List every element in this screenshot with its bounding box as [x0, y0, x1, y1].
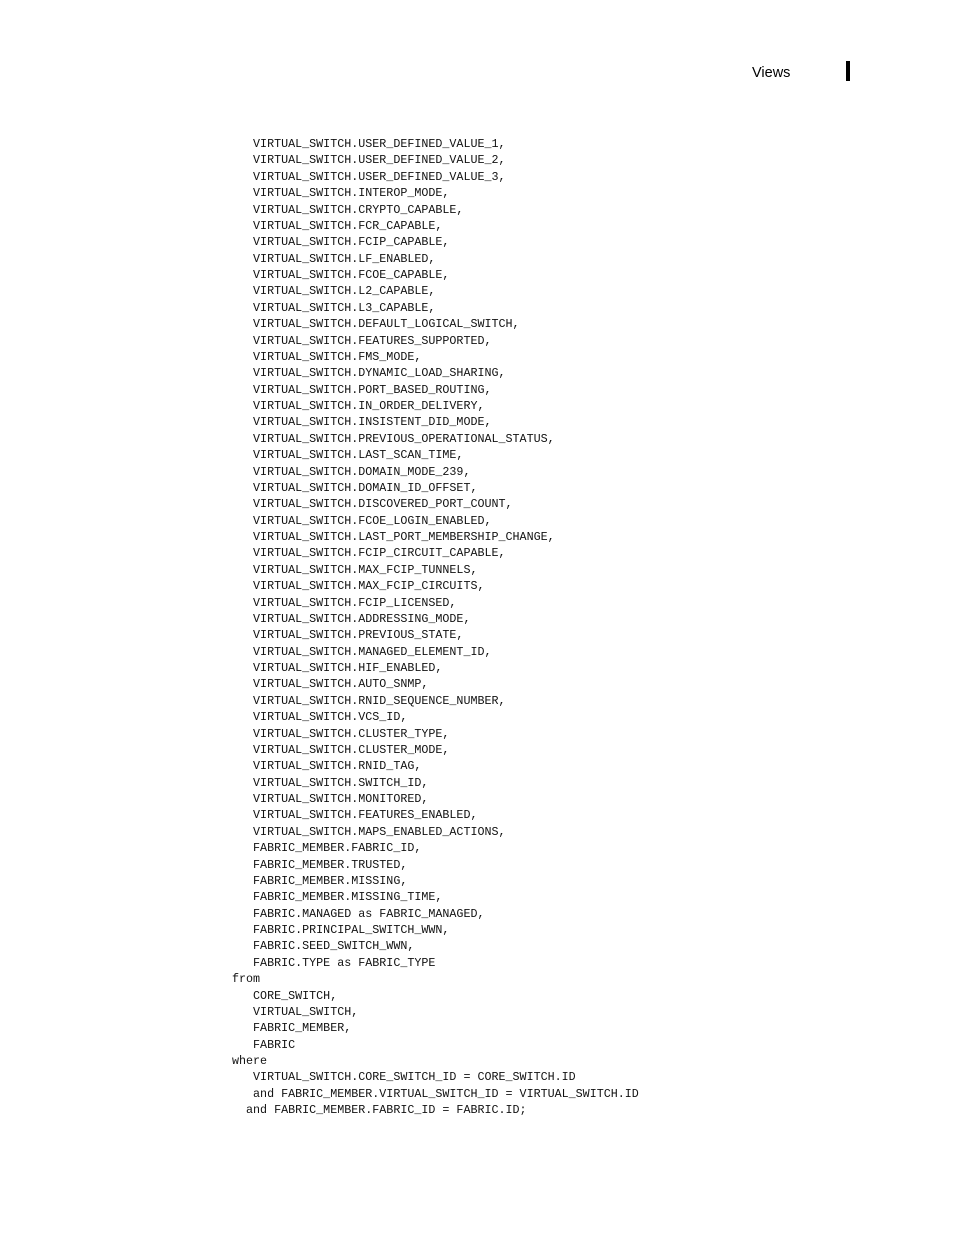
code-line: VIRTUAL_SWITCH.USER_DEFINED_VALUE_1,: [232, 137, 506, 151]
code-line: VIRTUAL_SWITCH.RNID_SEQUENCE_NUMBER,: [232, 693, 506, 708]
code-line: VIRTUAL_SWITCH.VCS_ID,: [232, 710, 408, 725]
code-line: FABRIC_MEMBER.MISSING_TIME,: [232, 890, 443, 905]
code-line: VIRTUAL_SWITCH.L3_CAPABLE,: [232, 300, 436, 315]
code-line: VIRTUAL_SWITCH.RNID_TAG,: [232, 759, 422, 774]
header-bar-marker: [846, 61, 850, 81]
code-line: FABRIC.PRINCIPAL_SWITCH_WWN,: [232, 923, 450, 937]
code-line: VIRTUAL_SWITCH.FCOE_CAPABLE,: [232, 268, 450, 282]
page-header-title: Views: [752, 65, 791, 81]
code-line: VIRTUAL_SWITCH.LAST_PORT_MEMBERSHIP_CHANGE,: [232, 530, 555, 544]
code-line: VIRTUAL_SWITCH.USER_DEFINED_VALUE_3,: [232, 169, 506, 184]
code-line: VIRTUAL_SWITCH.CLUSTER_MODE,: [232, 742, 450, 757]
code-line: VIRTUAL_SWITCH.SWITCH_ID,: [232, 775, 429, 790]
code-line: VIRTUAL_SWITCH.FMS_MODE,: [232, 349, 422, 364]
code-line: VIRTUAL_SWITCH.MAPS_ENABLED_ACTIONS,: [232, 824, 506, 839]
code-line: VIRTUAL_SWITCH.DYNAMIC_LOAD_SHARING,: [232, 366, 506, 381]
code-line: FABRIC_MEMBER.MISSING,: [232, 873, 408, 888]
code-line: VIRTUAL_SWITCH.INTEROP_MODE,: [232, 186, 450, 201]
code-line: VIRTUAL_SWITCH.FEATURES_SUPPORTED,: [232, 333, 492, 348]
code-line: VIRTUAL_SWITCH.AUTO_SNMP,: [232, 677, 429, 692]
code-line: FABRIC: [232, 1037, 296, 1052]
code-line: VIRTUAL_SWITCH.LAST_SCAN_TIME,: [232, 448, 464, 463]
code-line: VIRTUAL_SWITCH.IN_ORDER_DELIVERY,: [232, 399, 485, 413]
code-line: VIRTUAL_SWITCH.CRYPTO_CAPABLE,: [232, 202, 464, 217]
code-line: VIRTUAL_SWITCH.FCIP_CIRCUIT_CAPABLE,: [232, 546, 506, 561]
code-line: VIRTUAL_SWITCH.DEFAULT_LOGICAL_SWITCH,: [232, 317, 520, 332]
code-line: VIRTUAL_SWITCH.HIF_ENABLED,: [232, 661, 443, 675]
code-line: VIRTUAL_SWITCH.USER_DEFINED_VALUE_2,: [232, 153, 506, 168]
code-line: CORE_SWITCH,: [232, 988, 338, 1003]
code-line: and FABRIC_MEMBER.VIRTUAL_SWITCH_ID = VIRTUAL_SWITCH.ID: [232, 1086, 639, 1101]
code-line: VIRTUAL_SWITCH.FCIP_CAPABLE,: [232, 235, 450, 250]
code-line: VIRTUAL_SWITCH.MAX_FCIP_CIRCUITS,: [232, 579, 485, 594]
code-line: FABRIC.SEED_SWITCH_WWN,: [232, 939, 415, 954]
code-line: VIRTUAL_SWITCH.MANAGED_ELEMENT_ID,: [232, 644, 492, 659]
code-line: VIRTUAL_SWITCH.DOMAIN_MODE_239,: [232, 464, 471, 479]
code-line: VIRTUAL_SWITCH.PREVIOUS_STATE,: [232, 628, 464, 643]
code-line: VIRTUAL_SWITCH.FCOE_LOGIN_ENABLED,: [232, 513, 492, 528]
code-line: VIRTUAL_SWITCH.L2_CAPABLE,: [232, 284, 436, 299]
code-line: where: [232, 1054, 268, 1068]
code-line: VIRTUAL_SWITCH,: [232, 1004, 359, 1019]
code-line: VIRTUAL_SWITCH.LF_ENABLED,: [232, 251, 436, 266]
code-line: VIRTUAL_SWITCH.CORE_SWITCH_ID = CORE_SWITCH.ID: [232, 1070, 576, 1085]
sql-code-block: [232, 136, 639, 1119]
code-line: and FABRIC_MEMBER.FABRIC_ID = FABRIC.ID;: [232, 1103, 527, 1118]
code-line: FABRIC.MANAGED as FABRIC_MANAGED,: [232, 906, 485, 921]
code-line: VIRTUAL_SWITCH.INSISTENT_DID_MODE,: [232, 415, 492, 430]
code-line: VIRTUAL_SWITCH.PREVIOUS_OPERATIONAL_STATUS,: [232, 431, 555, 446]
code-line: VIRTUAL_SWITCH.FEATURES_ENABLED,: [232, 808, 478, 823]
code-line: VIRTUAL_SWITCH.CLUSTER_TYPE,: [232, 726, 450, 741]
code-line: FABRIC.TYPE as FABRIC_TYPE: [232, 955, 436, 970]
code-line: VIRTUAL_SWITCH.DISCOVERED_PORT_COUNT,: [232, 497, 513, 512]
code-line: VIRTUAL_SWITCH.FCIP_LICENSED,: [232, 595, 457, 610]
code-line: VIRTUAL_SWITCH.DOMAIN_ID_OFFSET,: [232, 480, 478, 495]
code-line: VIRTUAL_SWITCH.ADDRESSING_MODE,: [232, 611, 471, 626]
code-line: FABRIC_MEMBER,: [232, 1021, 352, 1036]
code-line: from: [232, 972, 261, 987]
code-line: VIRTUAL_SWITCH.PORT_BASED_ROUTING,: [232, 382, 492, 397]
code-line: VIRTUAL_SWITCH.MAX_FCIP_TUNNELS,: [232, 562, 478, 577]
code-line: VIRTUAL_SWITCH.FCR_CAPABLE,: [232, 218, 443, 233]
code-line: FABRIC_MEMBER.TRUSTED,: [232, 857, 408, 872]
code-line: VIRTUAL_SWITCH.MONITORED,: [232, 792, 429, 806]
code-line: FABRIC_MEMBER.FABRIC_ID,: [232, 841, 422, 856]
